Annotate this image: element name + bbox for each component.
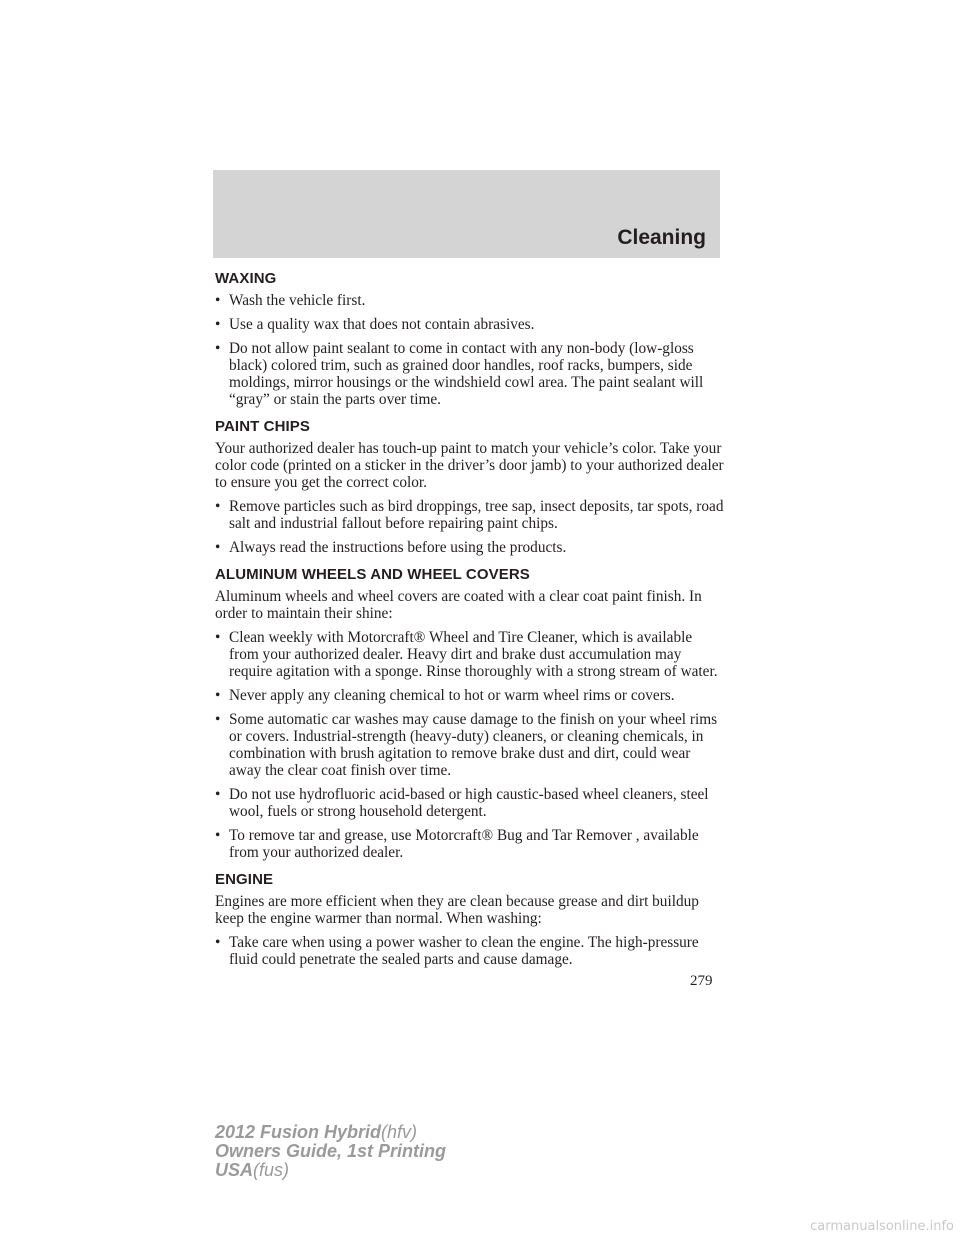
list-item xyxy=(215,498,725,532)
list-item-text: Do not allow paint sealant to come in contact with any non-body (low-gloss black) colored trim, such as grained door handles, roof racks, bumpers, side moldings, mirror housings or the windshield cowl area. The paint sealant will “gray” or stain the parts over time. xyxy=(229,340,704,408)
section-heading: WAXING xyxy=(215,270,277,287)
bullet-list xyxy=(215,629,725,861)
list-item-text: Take care when using a power washer to clean the engine. The high-pressure fluid could penetrate the sealed parts and cause damage. xyxy=(229,934,699,968)
section-engine xyxy=(215,871,725,968)
footer-line-2: Owners Guide, 1st Printing xyxy=(215,1141,447,1161)
list-item-text: Some automatic car washes may cause damage to the finish on your wheel rims or covers. Industrial-strength (heavy-duty) cleaners, or cleaning chemicals, in combination with brush agitation to remove brake dust and dirt, could wear away the clear coat finish over time. xyxy=(229,711,718,779)
list-item xyxy=(215,687,725,704)
list-item xyxy=(215,786,725,820)
page-number: 279 xyxy=(690,973,713,989)
footer-line-1 xyxy=(215,1123,446,1142)
bullet-icon: • xyxy=(215,827,221,844)
bullet-icon: • xyxy=(215,498,221,515)
list-item-text: To remove tar and grease, use Motorcraft® Bug and Tar Remover , available from your authorized dealer. xyxy=(229,827,699,861)
bullet-list xyxy=(215,934,725,968)
bullet-icon: • xyxy=(215,316,221,333)
list-item-text: Never apply any cleaning chemical to hot or warm wheel rims or covers. xyxy=(229,687,675,704)
section-aluminum-wheels xyxy=(215,566,725,861)
bullet-icon: • xyxy=(215,539,221,556)
footer-model-code: (hfv) xyxy=(381,1122,418,1142)
list-item xyxy=(215,539,725,556)
bullet-icon: • xyxy=(215,786,221,803)
list-item-text: Clean weekly with Motorcraft® Wheel and Tire Cleaner, which is available from your authorized dealer. Heavy dirt and brake dust accumulation may require agitation with a sponge. Rinse thoroughly with a strong stream of water. xyxy=(229,629,718,680)
list-item xyxy=(215,629,725,680)
section-waxing xyxy=(215,270,725,408)
section-title: Cleaning xyxy=(617,226,706,249)
list-item xyxy=(215,934,725,968)
paragraph: Aluminum wheels and wheel covers are coated with a clear coat paint finish. In order to maintain their shine: xyxy=(215,588,702,622)
paragraph: Engines are more efficient when they are clean because grease and dirt buildup keep the engine warmer than normal. When washing: xyxy=(215,893,699,927)
list-item xyxy=(215,827,725,861)
bullet-icon: • xyxy=(215,629,221,646)
paragraph: Your authorized dealer has touch-up paint to match your vehicle’s color. Take your color code (printed on a sticker in the driver’s door jamb) to your authorized dealer to ensure you get the correct color. xyxy=(215,440,724,491)
bullet-icon: • xyxy=(215,934,221,951)
list-item-text: Do not use hydrofluoric acid-based or high caustic-based wheel cleaners, steel wool, fuels or strong household detergent. xyxy=(229,786,709,820)
section-header-bar xyxy=(213,170,720,258)
bullet-icon: • xyxy=(215,711,221,728)
list-item-text: Use a quality wax that does not contain abrasives. xyxy=(229,316,535,333)
list-item-text: Remove particles such as bird droppings, tree sap, insect deposits, tar spots, road salt and industrial fallout before repairing paint chips. xyxy=(229,498,724,532)
bullet-icon: • xyxy=(215,687,221,704)
list-item xyxy=(215,292,725,309)
bullet-list xyxy=(215,498,725,556)
section-paint-chips xyxy=(215,418,725,556)
page-content xyxy=(215,270,725,978)
footer-region-code: (fus) xyxy=(253,1160,290,1180)
section-heading: ALUMINUM WHEELS AND WHEEL COVERS xyxy=(215,566,530,583)
watermark: carmanualsonline.info xyxy=(810,1219,954,1234)
bullet-icon: • xyxy=(215,340,221,357)
section-heading: ENGINE xyxy=(215,871,274,888)
footer-region: USA xyxy=(215,1160,254,1180)
footer-line-3 xyxy=(215,1161,446,1180)
list-item xyxy=(215,316,725,333)
list-item xyxy=(215,711,725,779)
list-item xyxy=(215,340,725,408)
list-item-text: Wash the vehicle first. xyxy=(229,292,366,309)
bullet-icon: • xyxy=(215,292,221,309)
section-heading: PAINT CHIPS xyxy=(215,418,310,435)
footer-model: 2012 Fusion Hybrid xyxy=(215,1122,382,1142)
bullet-list xyxy=(215,292,725,408)
list-item-text: Always read the instructions before using the products. xyxy=(229,539,567,556)
document-footer xyxy=(215,1123,446,1180)
